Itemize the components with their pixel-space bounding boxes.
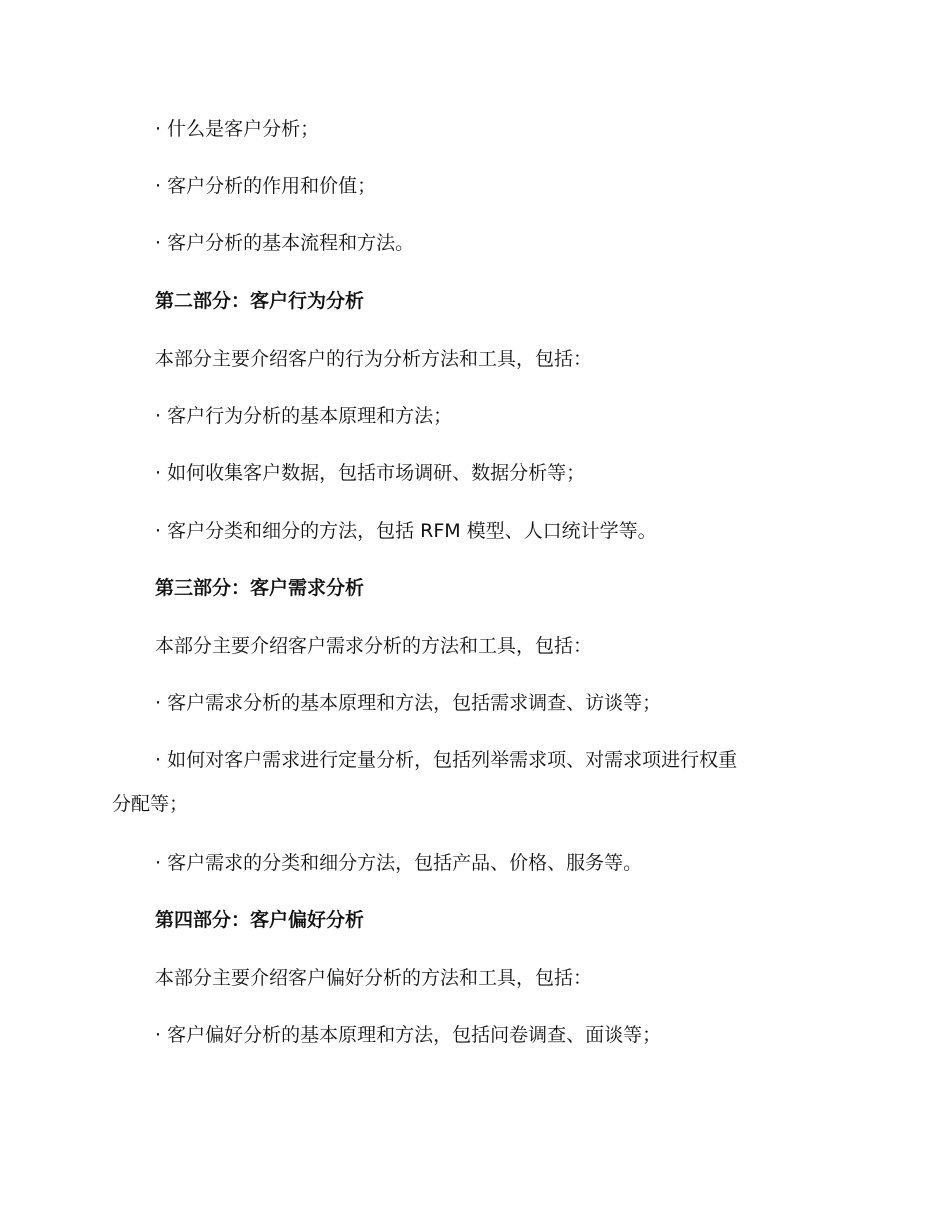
bullet-item: · 什么是客户分析； bbox=[155, 118, 320, 140]
bullet-item-wrapped bbox=[112, 738, 832, 826]
bullet-item: · 客户偏好分析的基本原理和方法，包括问卷调查、面谈等； bbox=[155, 1024, 662, 1046]
section-heading: 第四部分：客户偏好分析 bbox=[155, 909, 365, 931]
section-heading: 第三部分：客户需求分析 bbox=[155, 577, 365, 599]
bullet-item: · 如何收集客户数据，包括市场调研、数据分析等； bbox=[155, 462, 586, 484]
bullet-item-line-2: 分配等； bbox=[112, 793, 189, 815]
bullet-item: · 客户分析的作用和价值； bbox=[155, 175, 377, 197]
bullet-item-line-1: · 如何对客户需求进行定量分析，包括列举需求项、对需求项进行权重 bbox=[155, 749, 738, 771]
section-heading: 第二部分：客户行为分析 bbox=[155, 290, 365, 312]
bullet-item: · 客户需求分析的基本原理和方法，包括需求调查、访谈等； bbox=[155, 692, 662, 714]
paragraph: 本部分主要介绍客户需求分析的方法和工具，包括： bbox=[155, 635, 593, 657]
bullet-item: · 客户分类和细分的方法，包括 RFM 模型、人口统计学等。 bbox=[155, 520, 657, 542]
bullet-item: · 客户分析的基本流程和方法。 bbox=[155, 232, 415, 254]
paragraph: 本部分主要介绍客户偏好分析的方法和工具，包括： bbox=[155, 967, 593, 989]
paragraph: 本部分主要介绍客户的行为分析方法和工具，包括： bbox=[155, 348, 593, 370]
bullet-item: · 客户需求的分类和细分方法，包括产品、价格、服务等。 bbox=[155, 852, 643, 874]
bullet-item: · 客户行为分析的基本原理和方法； bbox=[155, 405, 453, 427]
